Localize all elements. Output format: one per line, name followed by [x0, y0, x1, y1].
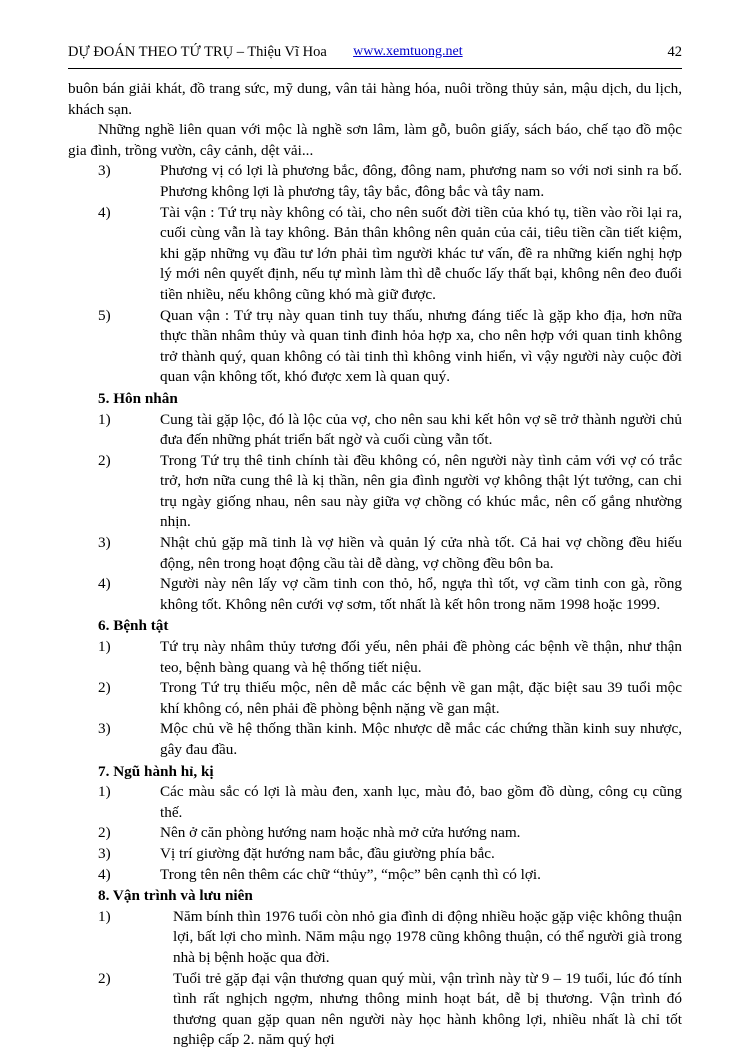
list-item-text: Trong Tứ trụ thê tinh chính tài đều không có, nên người này tình cảm với vợ có trắc trở, hơn nữa cung thê là kị thần, nên gia đình người vợ không thật lýt tưởng, can chi trụ ngày giống nhau, nên sau này giữa vợ chồng có khúc mắc, nên cố gắng nhường nhịn. — [160, 451, 682, 531]
list-item — [68, 161, 682, 202]
list-item-number: 2) — [98, 824, 111, 842]
page-header — [68, 44, 682, 66]
list-item — [68, 969, 682, 1051]
list-item — [68, 451, 682, 533]
list-item-number: 1) — [98, 410, 111, 428]
section-heading-hon-nhan: 5. Hôn nhân — [98, 389, 178, 407]
list-item — [68, 574, 682, 615]
section-heading-benh-tat: 6. Bệnh tật — [98, 617, 169, 635]
list-item — [68, 637, 682, 678]
list-item — [68, 533, 682, 574]
document-body — [68, 79, 682, 1051]
header-page-number: 42 — [667, 44, 682, 60]
list-item — [68, 865, 682, 886]
list-item-number: 4) — [98, 575, 111, 593]
header-divider — [68, 68, 682, 69]
list-item-number: 4) — [98, 203, 111, 221]
header-url[interactable]: www.xemtuong.net — [353, 44, 463, 59]
list-item — [68, 782, 682, 823]
section-heading-van-trinh: 8. Vận trình và lưu niên — [98, 887, 253, 905]
list-item-text: Trong Tứ trụ thiếu mộc, nên dễ mắc các bệnh về gan mật, đặc biệt sau 39 tuổi mộc khí không có, nên phải đề phòng bệnh nặng về gan mật. — [160, 679, 682, 717]
list-item — [68, 678, 682, 719]
list-item-text: Tài vận : Tứ trụ này không có tài, cho nên suốt đời tiền của khó tụ, tiền vào rồi lại ra, cuối cùng vẫn là tay không. Bản thân không nên quản của cải, tiêu tiền cần tiết kiệm, khi gặp những vụ đầu tư lớn phải tìm người khác tư vấn, đề ra những kiến nghị hợp lý mới nên quyết định, nếu tự mình làm thì dễ chuốc lấy thất bại, không nên đeo đuổi tiền nhiều, nếu không cũng khó mà giữ được. — [160, 203, 682, 303]
list-item-text: Tuổi trẻ gặp đại vận thương quan quý mùi, vận trình này từ 9 – 19 tuổi, lúc đó tính tình rất nghịch ngợm, nhưng thông minh hoạt bát, dễ bị thương. Vận trình đó thương quan gặp quan nên người này học hành không lợi, nhiều nhất là chỉ tốt nghiệp cấp 2. năm quý hợi — [173, 969, 682, 1049]
list-item-number: 3) — [98, 844, 111, 862]
list-item-text: Vị trí giường đặt hướng nam bắc, đầu giường phía bắc. — [160, 844, 495, 862]
list-item-text: Trong tên nên thêm các chữ “thủy”, “mộc” bên cạnh thì có lợi. — [160, 865, 541, 883]
paragraph-moc: Những nghề liên quan với mộc là nghề sơn lâm, làm gỗ, buôn giấy, sách báo, chế tạo đồ mộc gia đình, trồng vườn, cây cảnh, dệt vải... — [68, 121, 682, 159]
list-item-number: 5) — [98, 306, 111, 324]
list-item — [68, 306, 682, 388]
list-item-number: 2) — [98, 679, 111, 697]
list-item — [68, 823, 682, 844]
list-item-text: Cung tài gặp lộc, đó là lộc của vợ, cho nên sau khi kết hôn vợ sẽ trở thành người chủ đưa đến những phát triển bất ngờ và cuối cùng vẫn tốt. — [160, 410, 682, 449]
list-item-text: Nhật chủ gặp mã tinh là vợ hiền và quản lý cửa nhà tốt. Cả hai vợ chồng đều hiếu động, nên trong hoạt động cầu tài dễ dàng, vợ chồng đều bôn ba. — [160, 534, 682, 572]
list-item-text: Mộc chủ về hệ thống thần kinh. Mộc nhược dễ mắc các chứng thần kinh suy nhược, gây đau đầu. — [160, 720, 682, 758]
list-item-text: Các màu sắc có lợi là màu đen, xanh lục, màu đỏ, bao gồm đồ dùng, công cụ cũng thế. — [160, 783, 682, 821]
paragraph-opening: buôn bán giải khát, đồ trang sức, mỹ dung, vân tải hàng hóa, nuôi trồng thủy sản, mậu dịch, du lịch, khách sạn. — [68, 80, 682, 118]
section-heading-ngu-hanh: 7. Ngũ hành hỉ, kị — [98, 762, 214, 780]
list-item-number: 1) — [98, 783, 111, 801]
list-item — [68, 844, 682, 865]
list-item — [68, 203, 682, 306]
list-item-number: 2) — [98, 969, 111, 987]
list-item-number: 3) — [98, 534, 111, 552]
list-item-text: Tứ trụ này nhâm thủy tương đối yếu, nên phải đề phòng các bệnh về thận, như thận teo, bệnh bàng quang và hệ thống tiết niệu. — [160, 638, 682, 676]
list-item-number: 4) — [98, 865, 111, 883]
list-item-text: Quan vận : Tứ trụ này quan tinh tuy thấu, nhưng đáng tiếc là gặp kho địa, hơn nữa thực thần nhâm thủy và quan tinh đinh hỏa hợp xa, cho nên hợp với quan tinh không trở thành quý, quan không có tài tinh thì không vinh hiển, vì vậy người này cuộc đời quan vận không tốt, khó được xem là quan quý. — [160, 306, 682, 386]
list-item — [68, 719, 682, 760]
list-item-number: 3) — [98, 162, 111, 180]
list-item — [68, 410, 682, 451]
list-item-text: Năm bính thìn 1976 tuổi còn nhỏ gia đình di động nhiều hoặc gặp việc không thuận lợi, bất lợi cho mình. Năm mậu ngọ 1978 cũng không thuận, có thể người già trong nhà bị bệnh hoặc qua đời. — [173, 907, 682, 966]
list-item-text: Người này nên lấy vợ cầm tinh con thỏ, hổ, ngựa thì tốt, vợ cầm tinh con gà, rồng không tốt. Không nên cưới vợ sơm, tốt nhất là kết hôn trong năm 1998 hoặc 1999. — [160, 575, 682, 613]
list-item-number: 2) — [98, 451, 111, 469]
list-item-text: Nên ở căn phòng hướng nam hoặc nhà mở cửa hướng nam. — [160, 824, 521, 842]
list-item-text: Phương vị có lợi là phương bắc, đông, đông nam, phương nam so với nơi sinh ra bố. Phương không lợi là phương tây, tây bắc, đông bắc và tây nam. — [160, 162, 682, 200]
list-item — [68, 907, 682, 969]
header-title: DỰ ĐOÁN THEO TỨ TRỤ – Thiệu Vĩ Hoa — [68, 44, 327, 60]
list-item-number: 1) — [98, 907, 111, 925]
list-item-number: 3) — [98, 720, 111, 738]
list-item-number: 1) — [98, 638, 111, 656]
